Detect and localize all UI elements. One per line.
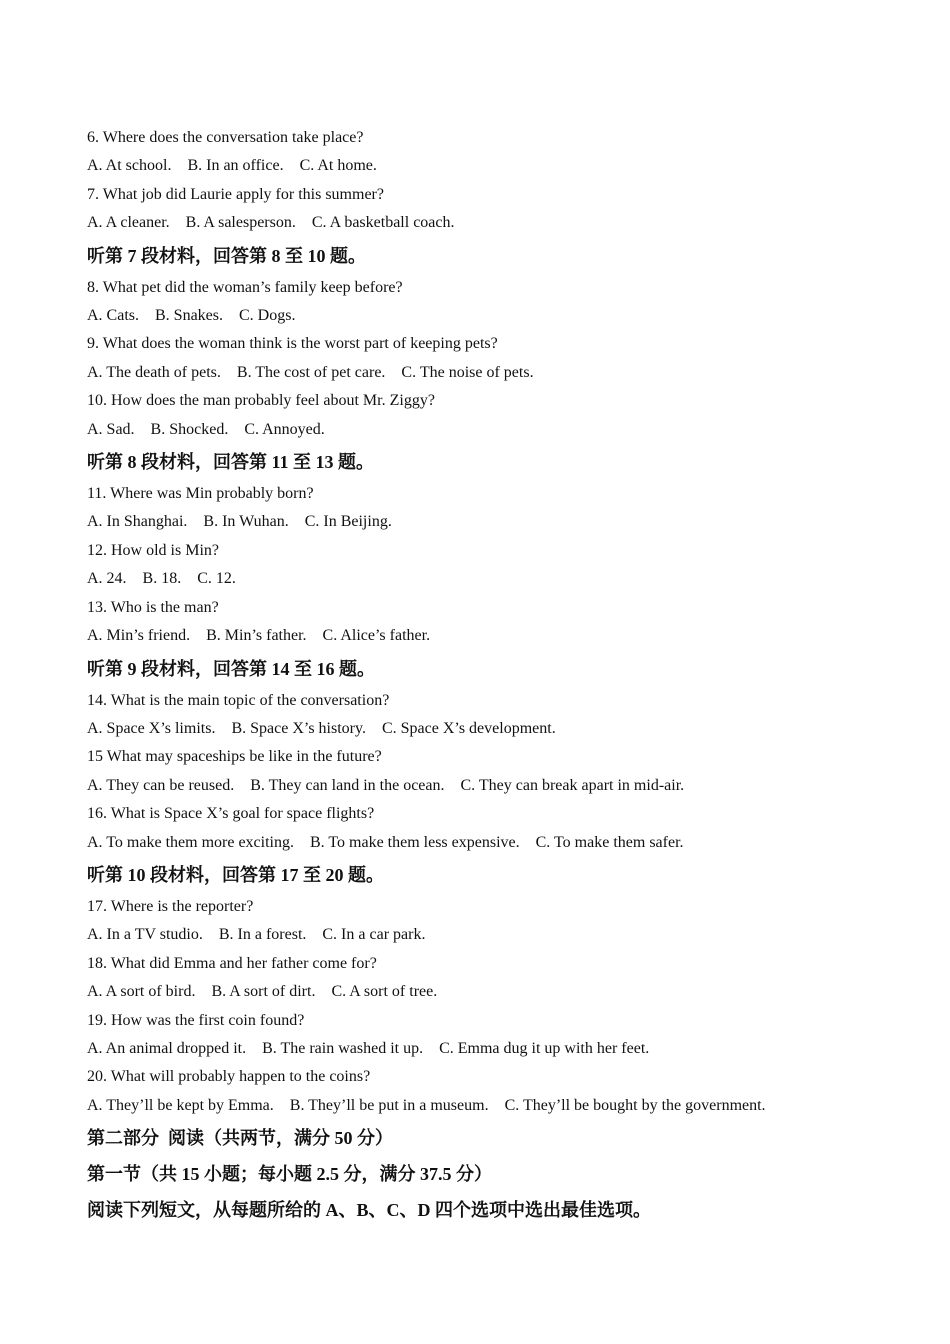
section-heading: 听第 8 段材料，回答第 11 至 13 题。 [87, 452, 375, 473]
section-heading: 听第 9 段材料，回答第 14 至 16 题。 [87, 658, 375, 679]
question-text: 6. Where does the conversation take place? [87, 129, 364, 146]
question-text: 20. What will probably happen to the coins? [87, 1068, 371, 1086]
answer-options: A. Space X’s limits. B. Space X’s history. C. Space X’s development. [87, 719, 556, 737]
question-text: 17. Where is the reporter? [87, 897, 254, 915]
answer-options: A. They’ll be kept by Emma. B. They’ll be put in a museum. C. They’ll be bought by the government. [87, 1096, 766, 1114]
section-heading: 听第 10 段材料，回答第 17 至 20 题。 [87, 864, 384, 885]
answer-options: A. To make them more exciting. B. To make them less expensive. C. To make them safer. [87, 833, 684, 851]
question-text: 14. What is the main topic of the conversation? [87, 691, 390, 709]
answer-options: A. Min’s friend. B. Min’s father. C. Alice’s father. [87, 627, 431, 645]
section-heading: 阅读下列短文，从每题所给的 A、B、C、D 四个选项中选出最佳选项。 [87, 1200, 651, 1221]
answer-options: A. At school. B. In an office. C. At home. [87, 157, 377, 175]
question-text: 9. What does the woman think is the worst part of keeping pets? [87, 335, 498, 353]
answer-options: A. In Shanghai. B. In Wuhan. C. In Beijing. [87, 513, 392, 531]
question-text: 7. What job did Laurie apply for this summer? [87, 185, 384, 203]
answer-options: A. A cleaner. B. A salesperson. C. A basketball coach. [87, 214, 455, 232]
answer-options: A. In a TV studio. B. In a forest. C. In a car park. [87, 926, 426, 944]
question-text: 15 What may spaceships be like in the future? [87, 748, 382, 766]
question-text: 16. What is Space X’s goal for space flights? [87, 805, 375, 823]
question-text: 18. What did Emma and her father come for? [87, 954, 377, 972]
answer-options: A. Cats. B. Snakes. C. Dogs. [87, 307, 296, 325]
section-heading: 第二部分 阅读（共两节，满分 50 分） [87, 1128, 393, 1149]
question-text: 12. How old is Min? [87, 541, 219, 559]
answer-options: A. Sad. B. Shocked. C. Annoyed. [87, 420, 325, 438]
section-heading: 第一节（共 15 小题；每小题 2.5 分，满分 37.5 分） [87, 1164, 492, 1185]
question-text: 19. How was the first coin found? [87, 1011, 305, 1029]
answer-options: A. A sort of bird. B. A sort of dirt. C. A sort of tree. [87, 983, 438, 1001]
answer-options: A. 24. B. 18. C. 12. [87, 570, 236, 588]
question-text: 8. What pet did the woman’s family keep before? [87, 278, 403, 296]
answer-options: A. They can be reused. B. They can land in the ocean. C. They can break apart in mid-air. [87, 776, 685, 794]
exam-content [87, 124, 907, 1228]
answer-options: A. An animal dropped it. B. The rain washed it up. C. Emma dug it up with her feet. [87, 1039, 650, 1057]
question-text: 10. How does the man probably feel about Mr. Ziggy? [87, 392, 435, 410]
section-heading: 听第 7 段材料，回答第 8 至 10 题。 [87, 245, 366, 266]
answer-options: A. The death of pets. B. The cost of pet care. C. The noise of pets. [87, 363, 534, 381]
question-text: 11. Where was Min probably born? [87, 485, 314, 503]
question-text: 13. Who is the man? [87, 598, 219, 616]
